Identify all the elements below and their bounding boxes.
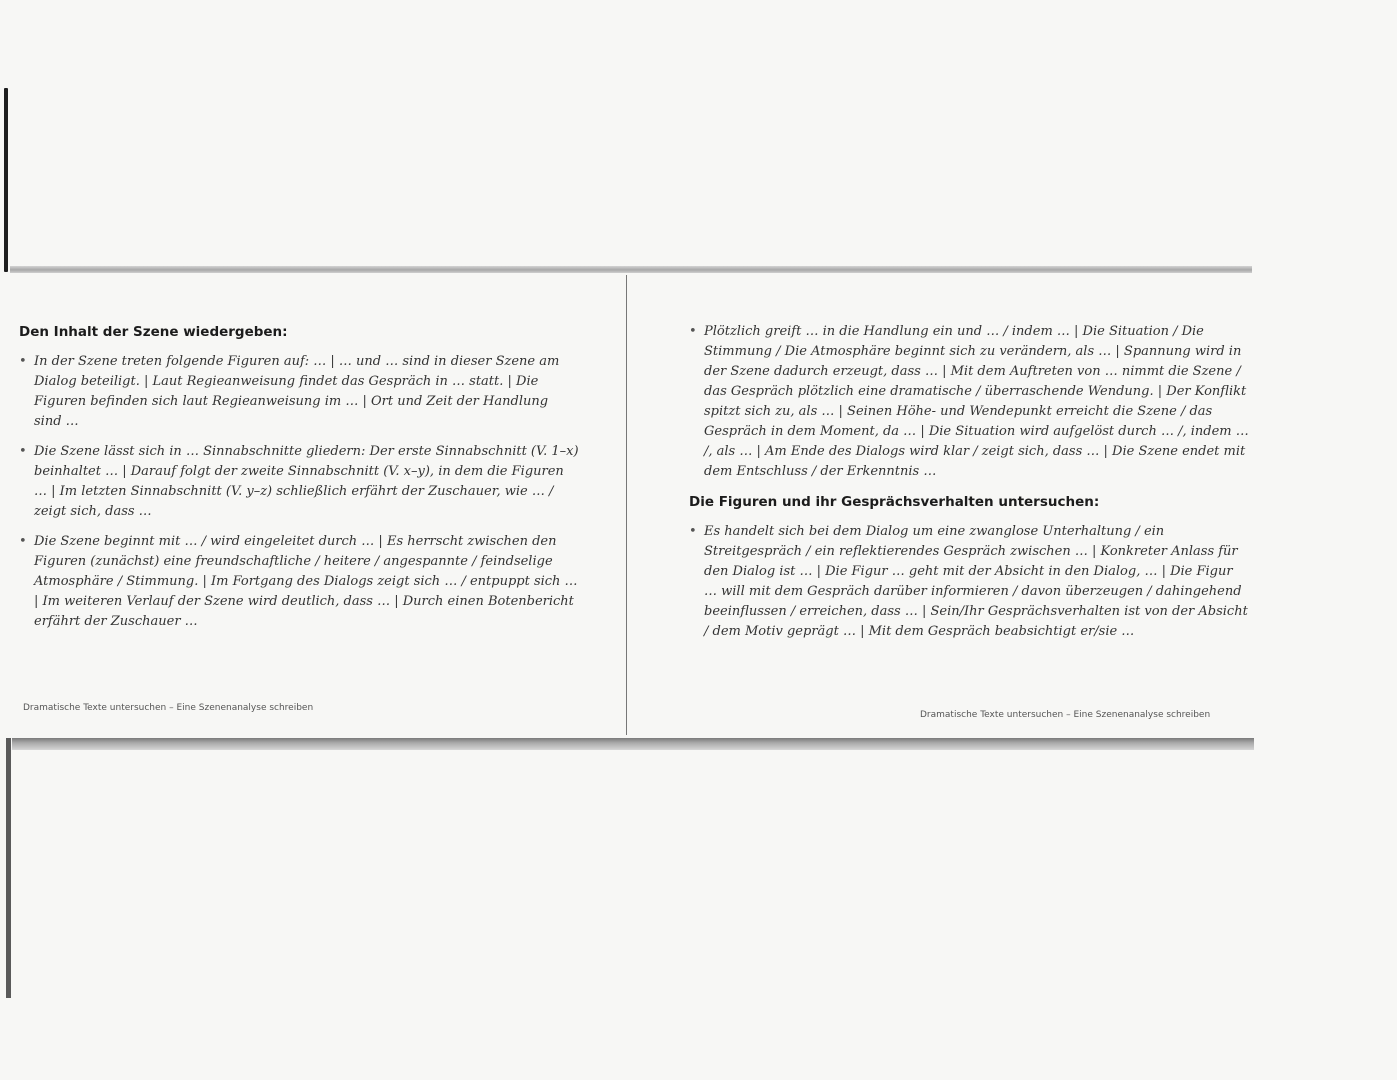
scan-edge-left-top	[4, 88, 8, 272]
list-item	[19, 352, 579, 432]
scan-edge-left-bottom	[6, 738, 11, 998]
list-item-text: Die Szene lässt sich in … Sinnabschnitte gliedern: Der erste Sinnabschnitt (V. 1–x) beinhaltet … | Darauf folgt der zweite Sinnabschnitt (V. x–y), in dem die Figuren … | Im letzten Sinnabschnitt (V. y–z) schließlich erfährt der Zuschauer, wie … / zeigt sich, dass …	[34, 444, 579, 519]
list-item-text: In der Szene treten folgende Figuren auf: … | … und … sind in dieser Szene am Dialog beteiligt. | Laut Regieanweisung findet das Gespräch in … statt. | Die Figuren befinden sich laut Regieanweisung im … | Ort und Zeit der Handlung sind …	[34, 354, 560, 429]
right-card-footer: Dramatische Texte untersuchen – Eine Szenenanalyse schreiben	[920, 710, 1211, 720]
card-top-edge	[10, 266, 1252, 273]
left-card-heading: Den Inhalt der Szene wiedergeben:	[19, 324, 288, 340]
bullet-icon: •	[689, 524, 697, 539]
bullet-icon: •	[19, 444, 27, 459]
right-card-intro-list	[689, 322, 1249, 482]
card-divider	[626, 275, 627, 735]
right-card-heading: Die Figuren und ihr Gesprächsverhalten untersuchen:	[689, 494, 1100, 510]
list-item	[19, 532, 579, 632]
left-card-list	[19, 352, 579, 632]
left-card-footer: Dramatische Texte untersuchen – Eine Szenenanalyse schreiben	[23, 703, 314, 713]
right-card-list	[689, 522, 1249, 642]
card-bottom-edge	[12, 738, 1254, 750]
list-item	[19, 442, 579, 522]
list-item-text: Plötzlich greift … in die Handlung ein und … / indem … | Die Situation / Die Stimmung / Die Atmosphäre beginnt sich zu verändern, als … | Spannung wird in der Szene dadurch erzeugt, dass … | Mit dem Auftreten von … nimmt die Szene / das Gespräch plötzlich eine dramatische / überraschende Wendung. | Der Konflikt spitzt sich zu, als … | Seinen Höhe- und Wendepunkt erreicht die Szene / das Gespräch in dem Moment, da … | Die Situation wird aufgelöst durch … /, indem … /, als … | Am Ende des Dialogs wird klar / zeigt sich, dass … | Die Szene endet mit dem Entschluss / der Erkenntnis …	[704, 324, 1249, 479]
list-item	[689, 322, 1249, 482]
right-card	[689, 322, 1249, 652]
left-card	[19, 322, 579, 642]
list-item-text: Die Szene beginnt mit … / wird eingeleitet durch … | Es herrscht zwischen den Figuren (zunächst) eine freundschaftliche / heitere / angespannte / feindselige Atmosphäre / Stimmung. | Im Fortgang des Dialogs zeigt sich … / entpuppt sich … | Im weiteren Verlauf der Szene wird deutlich, dass … | Durch einen Botenbericht erfährt der Zuschauer …	[34, 534, 578, 629]
bullet-icon: •	[689, 324, 697, 339]
list-item	[689, 522, 1249, 642]
list-item-text: Es handelt sich bei dem Dialog um eine zwanglose Unterhaltung / ein Streitgespräch / ein reflektierendes Gespräch zwischen … | Konkreter Anlass für den Dialog ist … | Die Figur … geht mit der Absicht in den Dialog, … | Die Figur … will mit dem Gespräch darüber informieren / davon überzeugen / dahingehend beeinflussen / erreichen, dass … | Sein/Ihr Gesprächsverhalten ist von der Absicht / dem Motiv geprägt … | Mit dem Gespräch beabsichtigt er/sie …	[704, 524, 1248, 639]
bullet-icon: •	[19, 534, 27, 549]
bullet-icon: •	[19, 354, 27, 369]
